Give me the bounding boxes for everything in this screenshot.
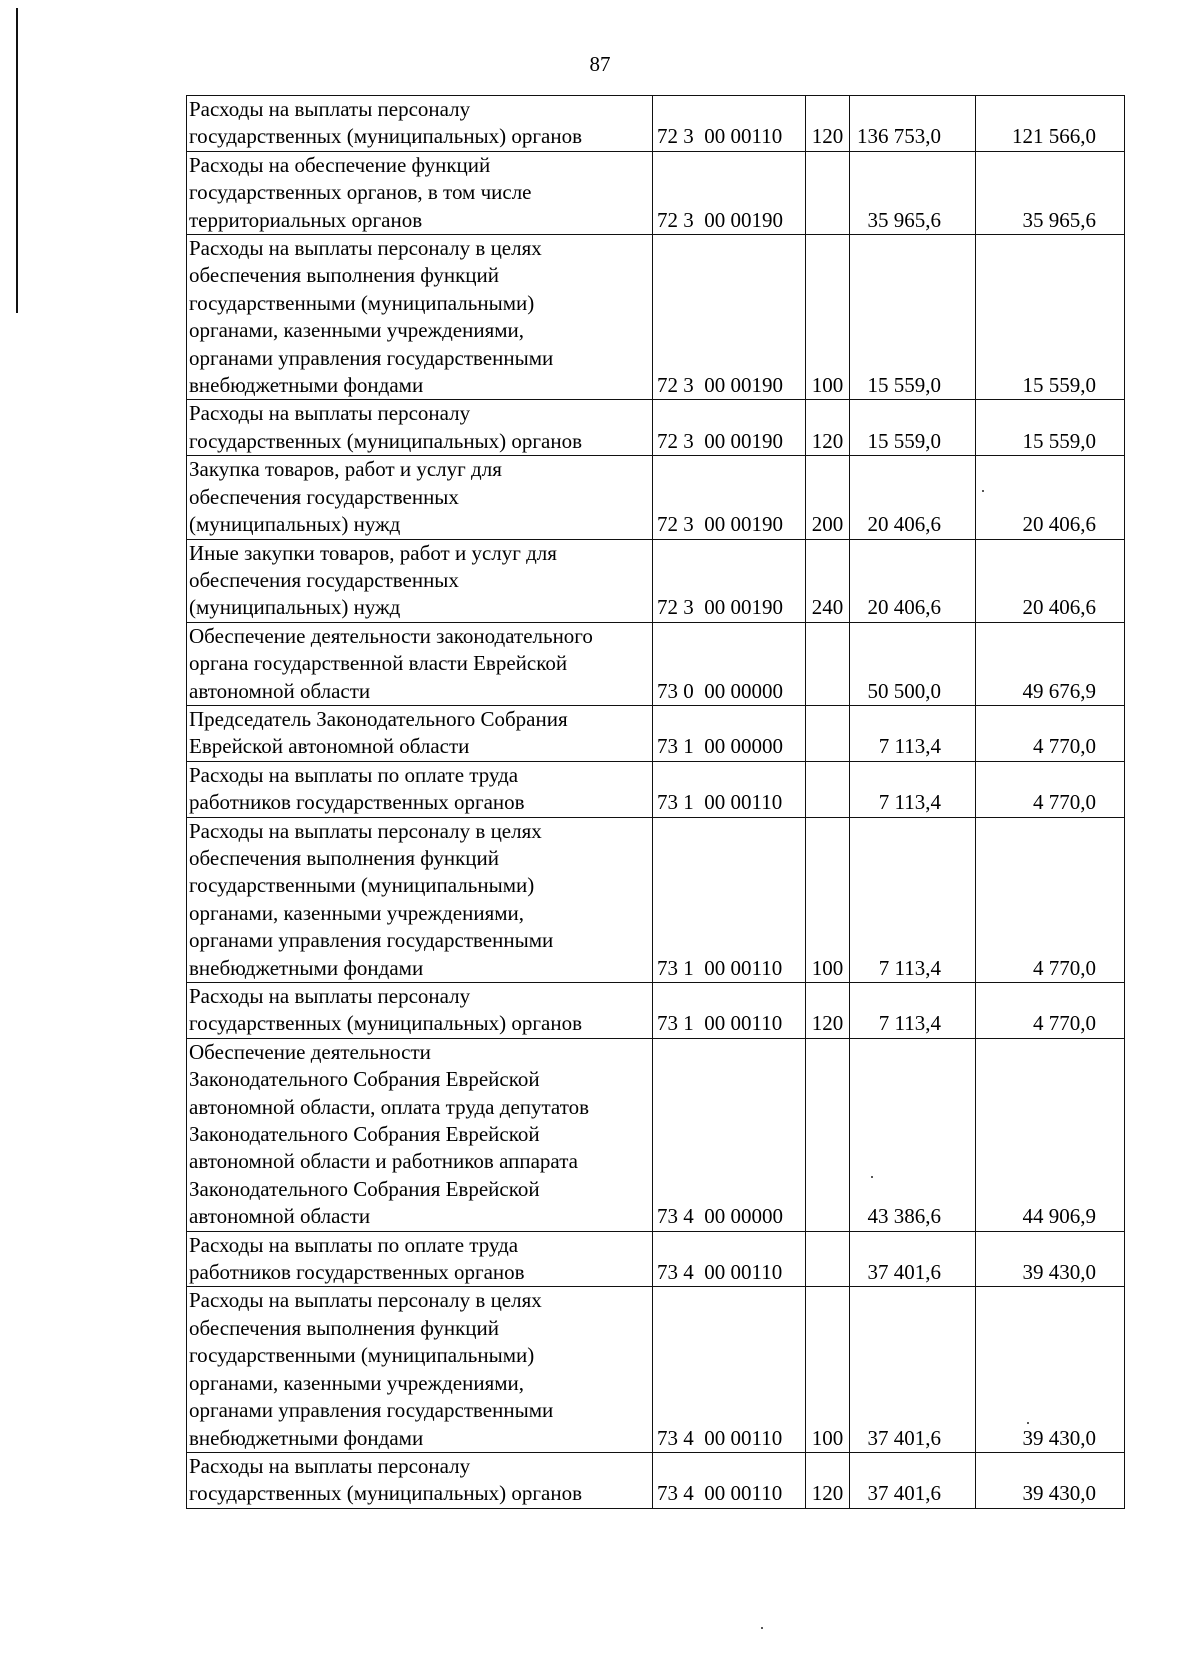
amount-year-2-cell: 4 770,0 <box>976 817 1125 982</box>
amount-year-1-cell: 35 965,6 <box>850 151 976 234</box>
amount-year-2-cell: 39 430,0 <box>976 1231 1125 1287</box>
amount-year-1-cell: 136 753,0 <box>850 96 976 152</box>
amount-year-1-cell: 43 386,6 <box>850 1038 976 1231</box>
amount-year-1-cell: 20 406,6 <box>850 539 976 622</box>
amount-year-2-cell: 39 430,0 <box>976 1287 1125 1452</box>
expense-name-cell: Расходы на выплаты персоналу государственных (муниципальных) органов <box>187 1452 653 1508</box>
table-row <box>187 1452 1125 1508</box>
expense-type-code-cell <box>806 705 850 761</box>
expense-type-code-cell <box>806 1231 850 1287</box>
target-article-code-cell: 73 1 00 00110 <box>653 761 806 817</box>
amount-year-1-cell: 37 401,6 <box>850 1452 976 1508</box>
target-article-code-cell: 73 4 00 00110 <box>653 1287 806 1452</box>
amount-year-1-cell: 20 406,6 <box>850 456 976 539</box>
budget-table-body <box>187 96 1125 1509</box>
scan-speck <box>871 1176 873 1178</box>
expense-type-code-cell: 120 <box>806 96 850 152</box>
table-row <box>187 622 1125 705</box>
expense-name-cell: Председатель Законодательного Собрания Еврейской автономной области <box>187 705 653 761</box>
table-row <box>187 761 1125 817</box>
target-article-code-cell: 72 3 00 00190 <box>653 151 806 234</box>
expense-name-cell: Расходы на выплаты по оплате труда работников государственных органов <box>187 761 653 817</box>
table-row <box>187 456 1125 539</box>
amount-year-1-cell: 7 113,4 <box>850 761 976 817</box>
scan-speck <box>982 490 984 492</box>
amount-year-1-cell: 7 113,4 <box>850 705 976 761</box>
target-article-code-cell: 73 1 00 00110 <box>653 817 806 982</box>
target-article-code-cell: 72 3 00 00190 <box>653 400 806 456</box>
target-article-code-cell: 73 4 00 00110 <box>653 1231 806 1287</box>
table-row <box>187 1231 1125 1287</box>
expense-type-code-cell: 100 <box>806 235 850 400</box>
expense-name-cell: Расходы на выплаты по оплате труда работников государственных органов <box>187 1231 653 1287</box>
expense-name-cell: Расходы на обеспечение функций государственных органов, в том числе территориальных органов <box>187 151 653 234</box>
amount-year-1-cell: 15 559,0 <box>850 400 976 456</box>
scan-speck <box>1027 1422 1029 1424</box>
table-row <box>187 817 1125 982</box>
expense-name-cell: Иные закупки товаров, работ и услуг для обеспечения государственных (муниципальных) нужд <box>187 539 653 622</box>
amount-year-2-cell: 4 770,0 <box>976 761 1125 817</box>
expense-name-cell: Расходы на выплаты персоналу государственных (муниципальных) органов <box>187 983 653 1039</box>
amount-year-2-cell: 121 566,0 <box>976 96 1125 152</box>
amount-year-1-cell: 7 113,4 <box>850 983 976 1039</box>
target-article-code-cell: 73 1 00 00000 <box>653 705 806 761</box>
expense-type-code-cell: 240 <box>806 539 850 622</box>
target-article-code-cell: 73 4 00 00000 <box>653 1038 806 1231</box>
page-number: 87 <box>589 52 611 76</box>
table-row <box>187 1038 1125 1231</box>
expense-type-code-cell: 100 <box>806 1287 850 1452</box>
expense-name-cell: Обеспечение деятельности законодательного органа государственной власти Еврейской автономной области <box>187 622 653 705</box>
target-article-code-cell: 72 3 00 00190 <box>653 235 806 400</box>
target-article-code-cell: 72 3 00 00190 <box>653 456 806 539</box>
budget-table <box>186 95 1125 1509</box>
table-row <box>187 539 1125 622</box>
amount-year-1-cell: 37 401,6 <box>850 1287 976 1452</box>
expense-type-code-cell: 200 <box>806 456 850 539</box>
amount-year-1-cell: 7 113,4 <box>850 817 976 982</box>
expense-type-code-cell <box>806 1038 850 1231</box>
expense-name-cell: Расходы на выплаты персоналу государственных (муниципальных) органов <box>187 96 653 152</box>
amount-year-2-cell: 15 559,0 <box>976 235 1125 400</box>
expense-name-cell: Закупка товаров, работ и услуг для обеспечения государственных (муниципальных) нужд <box>187 456 653 539</box>
table-row <box>187 96 1125 152</box>
amount-year-2-cell: 35 965,6 <box>976 151 1125 234</box>
expense-type-code-cell: 120 <box>806 400 850 456</box>
target-article-code-cell: 72 3 00 00110 <box>653 96 806 152</box>
expense-type-code-cell <box>806 761 850 817</box>
amount-year-2-cell: 20 406,6 <box>976 539 1125 622</box>
amount-year-1-cell: 37 401,6 <box>850 1231 976 1287</box>
table-row <box>187 151 1125 234</box>
expense-name-cell: Расходы на выплаты персоналу в целях обеспечения выполнения функций государственными (муниципальными) органами, казенными учреждениями, органами управления государственными внебюджетными фондами <box>187 235 653 400</box>
table-row <box>187 235 1125 400</box>
expense-type-code-cell: 120 <box>806 983 850 1039</box>
amount-year-2-cell: 4 770,0 <box>976 705 1125 761</box>
target-article-code-cell: 73 0 00 00000 <box>653 622 806 705</box>
target-article-code-cell: 73 4 00 00110 <box>653 1452 806 1508</box>
expense-name-cell: Расходы на выплаты персоналу государственных (муниципальных) органов <box>187 400 653 456</box>
amount-year-2-cell: 4 770,0 <box>976 983 1125 1039</box>
table-row <box>187 983 1125 1039</box>
expense-name-cell: Расходы на выплаты персоналу в целях обеспечения выполнения функций государственными (муниципальными) органами, казенными учреждениями, органами управления государственными внебюджетными фондами <box>187 1287 653 1452</box>
target-article-code-cell: 73 1 00 00110 <box>653 983 806 1039</box>
amount-year-2-cell: 20 406,6 <box>976 456 1125 539</box>
amount-year-2-cell: 44 906,9 <box>976 1038 1125 1231</box>
table-row <box>187 1287 1125 1452</box>
expense-type-code-cell <box>806 622 850 705</box>
expense-name-cell: Обеспечение деятельности Законодательного Собрания Еврейской автономной области, оплата труда депутатов Законодательного Собрания Еврейской автономной области и работников аппарата Законодательного Собрания Еврейской автономной области <box>187 1038 653 1231</box>
table-row <box>187 705 1125 761</box>
amount-year-1-cell: 15 559,0 <box>850 235 976 400</box>
amount-year-2-cell: 39 430,0 <box>976 1452 1125 1508</box>
amount-year-2-cell: 49 676,9 <box>976 622 1125 705</box>
scan-speck <box>761 1627 763 1629</box>
expense-type-code-cell: 120 <box>806 1452 850 1508</box>
expense-name-cell: Расходы на выплаты персоналу в целях обеспечения выполнения функций государственными (муниципальными) органами, казенными учреждениями, органами управления государственными внебюджетными фондами <box>187 817 653 982</box>
table-row <box>187 400 1125 456</box>
amount-year-1-cell: 50 500,0 <box>850 622 976 705</box>
amount-year-2-cell: 15 559,0 <box>976 400 1125 456</box>
expense-type-code-cell <box>806 151 850 234</box>
expense-type-code-cell: 100 <box>806 817 850 982</box>
target-article-code-cell: 72 3 00 00190 <box>653 539 806 622</box>
